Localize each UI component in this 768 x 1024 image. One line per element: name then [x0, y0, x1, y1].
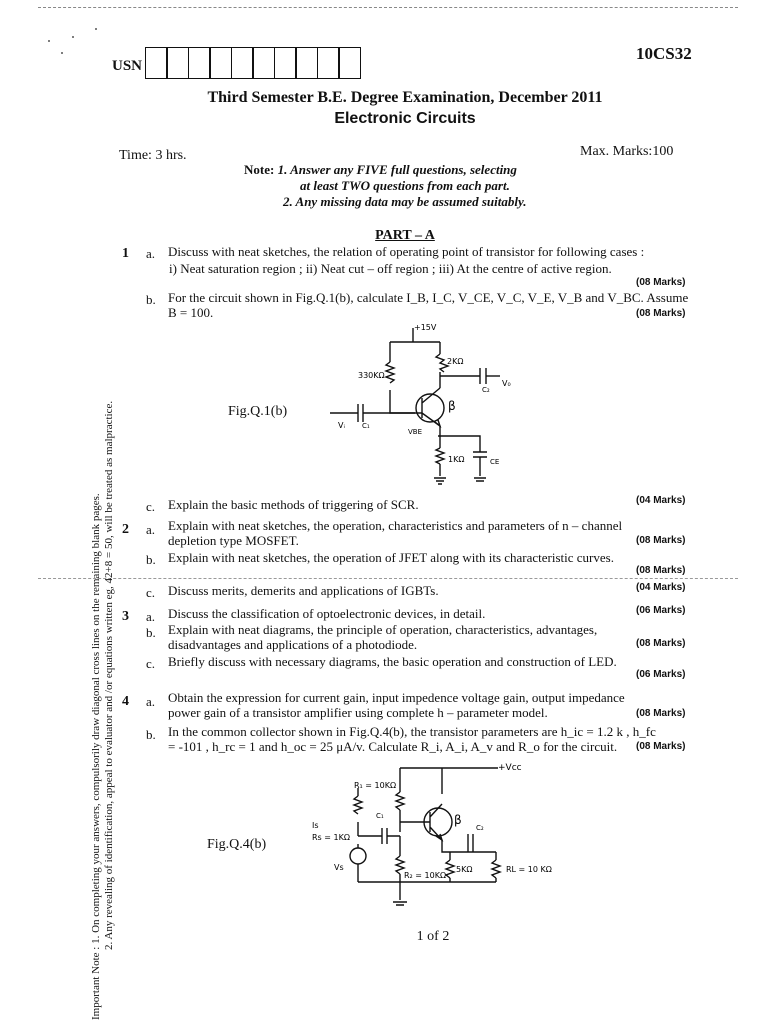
c1-label: C₁	[376, 812, 384, 820]
c2-label: C₂	[476, 824, 484, 832]
usn-label: USN	[112, 58, 143, 74]
subject-title: Electronic Circuits	[334, 110, 476, 127]
vcc-label: +15V	[414, 323, 437, 332]
scan-speck	[61, 52, 63, 54]
question-text	[168, 724, 698, 754]
question-number: 1	[122, 246, 129, 261]
r1-label: R₁ = 10KΩ	[354, 781, 397, 790]
question-line: = -101 , h_rc = 1 and h_oc = 25 μA/v. Calculate R_i, A_i, A_v and R_o for the circuit.	[168, 739, 618, 754]
subquestion-label: b.	[146, 292, 156, 307]
subquestion-label: a.	[146, 246, 156, 261]
usn-box[interactable]	[188, 47, 211, 79]
rc-label: 2KΩ	[447, 357, 464, 366]
rb-label: 330KΩ	[358, 371, 385, 380]
ce-label: CE	[490, 458, 500, 466]
transistor-label: β	[448, 399, 456, 413]
question-line: disadvantages and applications of a photodiode.	[168, 637, 418, 652]
question-text: Explain with neat sketches, the operation of JFET along with its characteristic curves.	[168, 550, 614, 565]
page-number: 1 of 2	[416, 929, 450, 944]
question-line: power gain of a transistor amplifier using complete h – parameter model.	[168, 705, 548, 720]
vo-label: V₀	[502, 379, 511, 388]
question-line: depletion type MOSFET.	[168, 533, 299, 548]
question-line: Discuss with neat sketches, the relation of operating point of transistor for following cases :	[168, 244, 645, 259]
exam-title: Third Semester B.E. Degree Examination, December 2011	[207, 89, 603, 106]
side-note-line-2: 2. Any revealing of identification, appeal to evaluator and /or equations written eg, 42+8 = 50, will be treated as malpractice.	[103, 400, 115, 950]
subquestion-label: c.	[146, 585, 156, 600]
side-important-note	[90, 260, 116, 1020]
usn-box[interactable]	[145, 47, 168, 79]
usn-box[interactable]	[338, 47, 361, 79]
vs-label: Vs	[334, 863, 344, 872]
max-marks: Max. Marks:100	[580, 144, 674, 159]
question-text	[168, 518, 698, 548]
note-label: Note:	[244, 162, 275, 177]
note-line-2: at least TWO questions from each part.	[300, 178, 510, 193]
rs-label: Rs = 1KΩ	[312, 833, 350, 842]
scan-speck	[95, 28, 97, 30]
marks-label: (08 Marks)	[636, 741, 686, 752]
vbe-label: VBE	[408, 428, 423, 436]
vi-label: Vᵢ	[338, 421, 345, 430]
question-number: 3	[122, 609, 129, 624]
question-text: Discuss merits, demerits and applications of IGBTs.	[168, 583, 439, 598]
rl-label: RL = 10 KΩ	[506, 865, 552, 874]
question-text	[168, 290, 698, 320]
transistor-label: β	[454, 813, 462, 827]
side-note-line-1: Important Note : 1. On completing your answers, compulsorily draw diagonal cross lines on the remaining blank pages.	[90, 493, 102, 1020]
top-dashed-line	[38, 7, 738, 8]
scan-speck	[48, 40, 50, 42]
question-text	[168, 244, 698, 276]
usn-box[interactable]	[295, 47, 318, 79]
subquestion-label: b.	[146, 552, 156, 567]
figure-caption: Fig.Q.4(b)	[207, 837, 267, 852]
question-line: Explain with neat sketches, the operation, characteristics and parameters of n – channel	[168, 518, 623, 533]
question-number: 4	[122, 694, 129, 709]
marks-label: (08 Marks)	[636, 277, 686, 288]
question-number: 2	[122, 522, 129, 537]
instructions-note	[244, 162, 604, 210]
note-line-3: 2. Any missing data may be assumed suitably.	[283, 194, 527, 209]
subquestion-label: a.	[146, 609, 156, 624]
is-label: Is	[312, 821, 319, 830]
subquestion-label: b.	[146, 727, 156, 742]
re-label: 1KΩ	[448, 455, 465, 464]
usn-box[interactable]	[231, 47, 254, 79]
subquestion-label: a.	[146, 694, 156, 709]
marks-label: (08 Marks)	[636, 565, 686, 576]
fold-line	[38, 578, 738, 579]
marks-label: (04 Marks)	[636, 495, 686, 506]
question-text: Discuss the classification of optoelectronic devices, in detail.	[168, 606, 486, 621]
question-line: i) Neat saturation region ; ii) Neat cut – off region ; iii) At the centre of active region.	[169, 261, 612, 276]
circuit-diagram-fig4	[300, 756, 590, 916]
subquestion-label: a.	[146, 522, 156, 537]
marks-label: (08 Marks)	[636, 308, 686, 319]
note-line-1: 1. Answer any FIVE full questions, selecting	[277, 162, 517, 177]
c2-label: C₂	[482, 386, 490, 394]
usn-box[interactable]	[209, 47, 232, 79]
figure-caption: Fig.Q.1(b)	[228, 404, 288, 419]
circuit-diagram-fig1	[330, 318, 530, 498]
marks-label: (08 Marks)	[636, 708, 686, 719]
question-line: Explain with neat diagrams, the principle of operation, characteristics, advantages,	[168, 622, 598, 637]
question-text	[168, 690, 698, 720]
usn-box[interactable]	[166, 47, 189, 79]
subquestion-label: c.	[146, 656, 156, 671]
re-label: 5KΩ	[456, 865, 473, 874]
marks-label: (06 Marks)	[636, 669, 686, 680]
usn-box[interactable]	[252, 47, 275, 79]
part-heading: PART – A	[375, 228, 435, 243]
subquestion-label: b.	[146, 625, 156, 640]
subquestion-label: c.	[146, 499, 156, 514]
question-line: For the circuit shown in Fig.Q.1(b), calculate I_B, I_C, V_CE, V_C, V_E, V_B and V_BC. Assume	[168, 290, 689, 305]
question-line: In the common collector shown in Fig.Q.4(b), the transistor parameters are h_ic = 1.2 k , h_fc	[168, 724, 656, 739]
paper-code: 10CS32	[636, 44, 692, 63]
exam-time: Time: 3 hrs.	[119, 148, 187, 163]
question-text: Briefly discuss with necessary diagrams, the basic operation and construction of LED.	[168, 654, 617, 669]
vcc-label: +Vcc	[498, 763, 522, 773]
usn-boxes	[146, 47, 361, 79]
marks-label: (04 Marks)	[636, 582, 686, 593]
marks-label: (06 Marks)	[636, 605, 686, 616]
question-line: B = 100.	[168, 305, 214, 320]
question-text: Explain the basic methods of triggering of SCR.	[168, 497, 419, 512]
usn-box[interactable]	[317, 47, 340, 79]
scan-speck	[72, 36, 74, 38]
marks-label: (08 Marks)	[636, 535, 686, 546]
usn-box[interactable]	[274, 47, 297, 79]
c1-label: C₁	[362, 422, 370, 430]
marks-label: (08 Marks)	[636, 638, 686, 649]
question-line: Obtain the expression for current gain, input impedence voltage gain, output impedance	[168, 690, 625, 705]
question-text	[168, 622, 698, 652]
r2-label: R₂ = 10KΩ	[404, 871, 447, 880]
